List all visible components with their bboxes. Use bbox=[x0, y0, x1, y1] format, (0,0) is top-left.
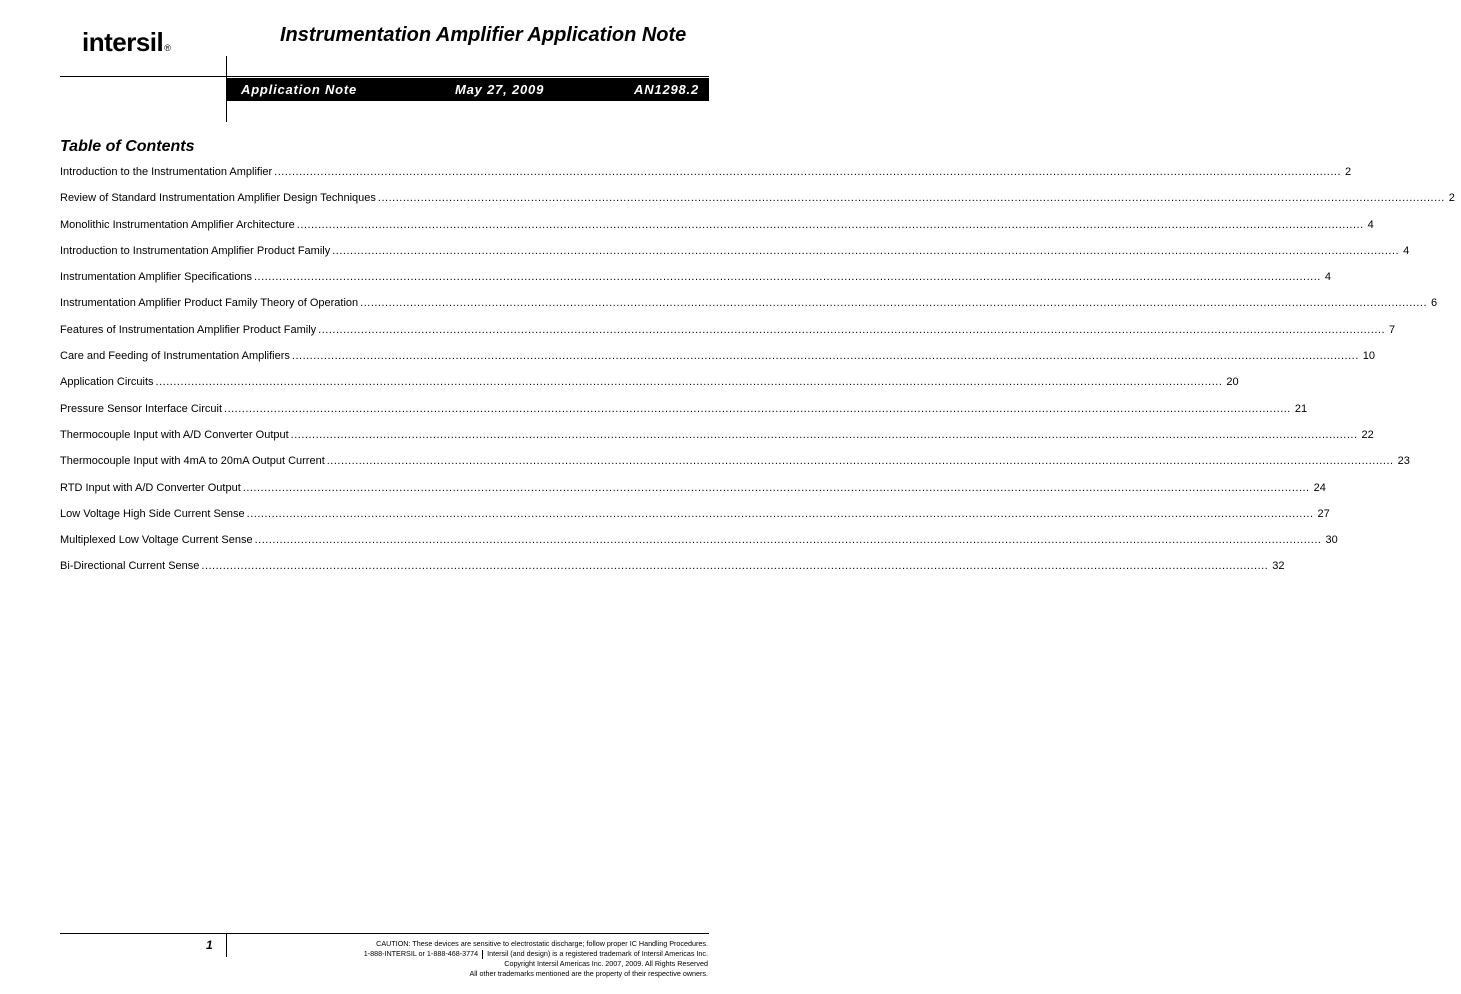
toc-leader-dots: ............................................................................................................................................................................................................................................................................................................ bbox=[274, 166, 1342, 178]
contact-trademark-row bbox=[364, 949, 708, 959]
toc-entry[interactable] bbox=[60, 455, 1410, 481]
toc-entry-page: 7 bbox=[1389, 323, 1396, 336]
toc-entry[interactable] bbox=[60, 218, 1374, 245]
page-number: 1 bbox=[206, 938, 213, 952]
toc-entry[interactable] bbox=[60, 428, 1374, 455]
footer-separator bbox=[482, 950, 483, 959]
document-number: AN1298.2 bbox=[634, 82, 699, 97]
document-title: Instrumentation Amplifier Application Note bbox=[280, 24, 687, 46]
logo-text: intersil bbox=[82, 27, 164, 57]
toc-entry-page: 4 bbox=[1403, 244, 1410, 257]
toc-leader-dots: ............................................................................................................................................................................................................................................................................................................ bbox=[201, 560, 1269, 573]
toc-entry-title: Monolithic Instrumentation Amplifier Architecture bbox=[60, 218, 295, 231]
toc-entry-page: 21 bbox=[1294, 402, 1308, 415]
toc-leader-dots: ............................................................................................................................................................................................................................................................................................................ bbox=[290, 428, 1358, 441]
toc-entry-page: 22 bbox=[1361, 428, 1374, 441]
toc-entry-title: Introduction to the Instrumentation Amplifier bbox=[60, 166, 273, 178]
table-of-contents bbox=[60, 166, 1455, 587]
toc-leader-dots: ............................................................................................................................................................................................................................................................................................................ bbox=[296, 218, 1364, 231]
toc-leader-dots: ............................................................................................................................................................................................................................................................................................................ bbox=[377, 192, 1445, 205]
toc-entry-title: Bi-Directional Current Sense bbox=[60, 560, 200, 573]
toc-entry[interactable] bbox=[60, 244, 1410, 271]
toc-entry[interactable] bbox=[60, 166, 1352, 192]
toc-leader-dots: ............................................................................................................................................................................................................................................................................................................ bbox=[246, 507, 1314, 520]
toc-entry-page: 2 bbox=[1448, 192, 1455, 205]
publication-date: May 27, 2009 bbox=[455, 82, 545, 97]
toc-leader-dots: ............................................................................................................................................................................................................................................................................................................ bbox=[326, 455, 1394, 468]
toc-entry-page: 30 bbox=[1325, 534, 1338, 547]
toc-entry[interactable] bbox=[60, 323, 1396, 350]
toc-entry[interactable] bbox=[60, 534, 1338, 560]
toc-entry-title: Thermocouple Input with 4mA to 20mA Output Current bbox=[60, 455, 325, 468]
toc-entry-title: Low Voltage High Side Current Sense bbox=[60, 507, 245, 520]
toc-entry-page: 4 bbox=[1324, 271, 1331, 284]
toc-leader-dots: ............................................................................................................................................................................................................................................................................................................ bbox=[224, 402, 1291, 415]
toc-entry-page: 32 bbox=[1272, 560, 1285, 573]
toc-heading: Table of Contents bbox=[60, 138, 195, 155]
copyright-note: Copyright Intersil Americas Inc. 2007, 2009. All Rights Reserved bbox=[504, 959, 708, 968]
application-note-label: Application Note bbox=[241, 82, 358, 97]
toc-entry-title: Care and Feeding of Instrumentation Amplifiers bbox=[60, 350, 290, 363]
footer-legal bbox=[364, 939, 708, 979]
caution-note: CAUTION: These devices are sensitive to electrostatic discharge; follow proper IC Handling Procedures. bbox=[376, 939, 708, 948]
toc-entry[interactable] bbox=[60, 402, 1308, 429]
registered-mark: ® bbox=[164, 43, 171, 53]
toc-leader-dots: ............................................................................................................................................................................................................................................................................................................ bbox=[253, 271, 1321, 284]
toc-entry-page: 24 bbox=[1313, 481, 1326, 494]
toc-entry-title: Review of Standard Instrumentation Amplifier Design Techniques bbox=[60, 192, 376, 205]
toc-entry-title: Multiplexed Low Voltage Current Sense bbox=[60, 534, 253, 547]
footer-divider bbox=[60, 933, 709, 934]
toc-entry[interactable] bbox=[60, 271, 1331, 297]
toc-entry[interactable] bbox=[60, 192, 1455, 218]
toc-entry[interactable] bbox=[60, 560, 1285, 586]
toc-entry-page: 27 bbox=[1317, 507, 1330, 520]
toc-entry-title: Features of Instrumentation Amplifier Product Family bbox=[60, 323, 317, 336]
toc-entry-page: 10 bbox=[1362, 350, 1376, 363]
toc-entry[interactable] bbox=[60, 297, 1438, 323]
toc-leader-dots: ............................................................................................................................................................................................................................................................................................................ bbox=[254, 534, 1322, 547]
phone-number: 1-888-INTERSIL or 1-888-468-3774 bbox=[363, 949, 479, 958]
trademark-note: Intersil (and design) is a registered trademark of Intersil Americas Inc. bbox=[487, 949, 708, 958]
toc-entry-title: Instrumentation Amplifier Specifications bbox=[60, 271, 252, 284]
toc-entry-title: Introduction to Instrumentation Amplifier Product Family bbox=[60, 244, 331, 257]
toc-entry-title: RTD Input with A/D Converter Output bbox=[60, 481, 241, 494]
other-trademarks-note: All other trademarks mentioned are the property of their respective owners. bbox=[469, 969, 708, 978]
toc-entry-title: Application Circuits bbox=[60, 376, 154, 389]
toc-leader-dots: ............................................................................................................................................................................................................................................................................................................ bbox=[318, 323, 1386, 336]
toc-leader-dots: ............................................................................................................................................................................................................................................................................................................ bbox=[360, 297, 1428, 310]
toc-leader-dots: ............................................................................................................................................................................................................................................................................................................ bbox=[291, 350, 1359, 363]
footer-vertical-rule bbox=[226, 933, 227, 957]
toc-entry-page: 20 bbox=[1226, 376, 1239, 389]
header-divider bbox=[60, 76, 709, 77]
toc-entry-title: Pressure Sensor Interface Circuit bbox=[60, 402, 223, 415]
toc-entry[interactable] bbox=[60, 350, 1376, 376]
toc-entry[interactable] bbox=[60, 507, 1330, 534]
toc-entry[interactable] bbox=[60, 481, 1326, 508]
intersil-logo bbox=[82, 29, 170, 55]
toc-leader-dots: ............................................................................................................................................................................................................................................................................................................ bbox=[155, 376, 1223, 389]
toc-entry-title: Thermocouple Input with A/D Converter Output bbox=[60, 428, 289, 441]
toc-entry-page: 23 bbox=[1397, 455, 1410, 468]
toc-entry[interactable] bbox=[60, 376, 1239, 402]
toc-entry-page: 2 bbox=[1345, 166, 1352, 178]
toc-entry-page: 6 bbox=[1431, 297, 1438, 310]
application-note-bar bbox=[227, 78, 709, 101]
toc-entry-title: Instrumentation Amplifier Product Family Theory of Operation bbox=[60, 297, 359, 310]
toc-entry-page: 4 bbox=[1367, 218, 1374, 231]
toc-leader-dots: ............................................................................................................................................................................................................................................................................................................ bbox=[242, 481, 1310, 494]
toc-leader-dots: ............................................................................................................................................................................................................................................................................................................ bbox=[332, 244, 1400, 257]
